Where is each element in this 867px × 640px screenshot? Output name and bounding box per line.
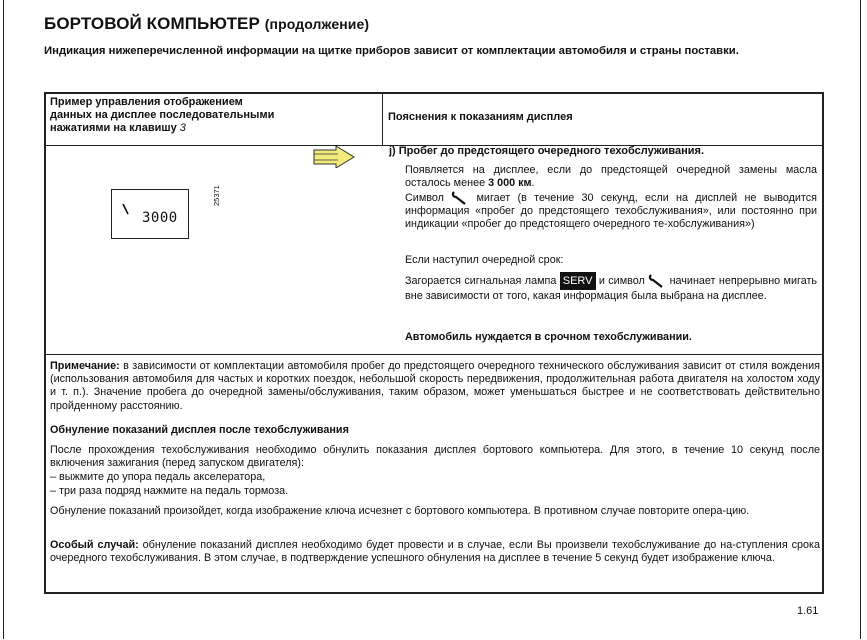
p1-text: Появляется на дисплее, если до предстоящей очередной замены масла осталось менее: [405, 164, 817, 190]
header-divider: [382, 94, 383, 145]
col1-line1: Пример управления отображением: [50, 96, 243, 108]
reset-step-2: – три раза подряд нажмите на педаль тормоза.: [50, 485, 289, 497]
special-case-paragraph: [50, 539, 820, 565]
col1-line3: нажатиями на клавишу: [50, 121, 177, 134]
display-illustration: [111, 189, 189, 239]
result-paragraph: Обнуление показаний произойдет, когда изображение ключа исчезнет с бортового компьютера. В противном случае повторите опера-цию.: [50, 505, 750, 517]
p2-start: Символ: [405, 191, 444, 204]
yellow-arrow-icon: [312, 146, 356, 168]
col1-line2: данных на дисплее последовательными: [50, 108, 275, 121]
explanation-p1: [405, 164, 817, 190]
column-header-example: [50, 96, 320, 134]
page-title: [44, 14, 369, 34]
column-header-explanation: Пояснения к показаниям дисплея: [388, 111, 573, 123]
p2-rest: мигает (в течение 30 секунд, если на дисплей не выводится информация «пробег до предстоящего техобслуживания», или постоянно при индикации «пробег до предстоящего очередного те-хобслуживания»): [405, 191, 817, 231]
special-text: обнуление показаний дисплея необходимо будет провести и в случае, если Вы произвели техобслуживание до на-ступления срока очередного техобслуживания. В этом случае, в подтверждение успешного обнуления на дисплее в течение 5 секунд будет изображение ключа.: [50, 539, 820, 565]
reset-paragraph: После прохождения техобслуживания необходимо обнулить показания дисплея бортового компьютера. Для этого, в течение 10 секунд после включения зажигания (перед запуском двигателя):: [50, 444, 820, 470]
reset-heading: Обнуление показаний дисплея после техобслуживания: [50, 424, 349, 436]
wrench-icon: [451, 191, 469, 205]
p4-rest: начинает непрерывно мигать вне зависимости от того, какая информация была выбрана на дисплее.: [405, 274, 818, 302]
p4-mid: и символ: [598, 274, 645, 287]
item-title: j) Пробег до предстоящего очередного техобслуживания.: [389, 145, 705, 157]
reset-step-1: – выжмите до упора педаль акселератора,: [50, 471, 266, 483]
page-subtitle: Индикация нижеперечисленной информации на щитке приборов зависит от комплектации автомобиля и страны поставки.: [44, 45, 739, 57]
p1-bold: 3 000 км: [488, 177, 532, 190]
content-divider: [46, 354, 822, 355]
title-main: БОРТОВОЙ КОМПЬЮТЕР: [44, 14, 260, 33]
wrench-icon: [648, 274, 666, 288]
p1-end: .: [531, 177, 535, 190]
note-text: в зависимости от комплектации автомобиля пробег до предстоящего очередного технического обслуживания зависит от стиля вождения (использования автомобиля для частых и коротких поездок, небольшой скорость передвижения, продолжительная работа двигателя на холостом ходу и т. п.). Значение пробега до очередной замены/обслуживания, таким образом, может уменьшаться быстрее и не соответствовать действительно пройденному расстоянию.: [50, 360, 820, 412]
explanation-p2: [405, 191, 817, 231]
serv-lamp-icon: SERV: [560, 272, 596, 290]
special-label: Особый случай:: [50, 539, 139, 551]
info-table: [44, 92, 824, 594]
explanation-p3: Если наступил очередной срок:: [405, 254, 564, 266]
note-paragraph: [50, 360, 820, 413]
title-suffix: (продолжение): [264, 16, 370, 32]
wrench-icon: [121, 203, 131, 215]
display-value: 3000: [142, 210, 178, 226]
figure-code: 25371: [212, 185, 221, 206]
p4-start: Загорается сигнальная лампа: [405, 274, 557, 287]
page-number: 1.61: [797, 605, 819, 617]
explanation-p5: Автомобиль нуждается в срочном техобслуживании.: [405, 331, 692, 343]
note-label: Примечание:: [50, 360, 120, 372]
explanation-p4: [405, 272, 817, 303]
key-number: 3: [179, 121, 186, 134]
